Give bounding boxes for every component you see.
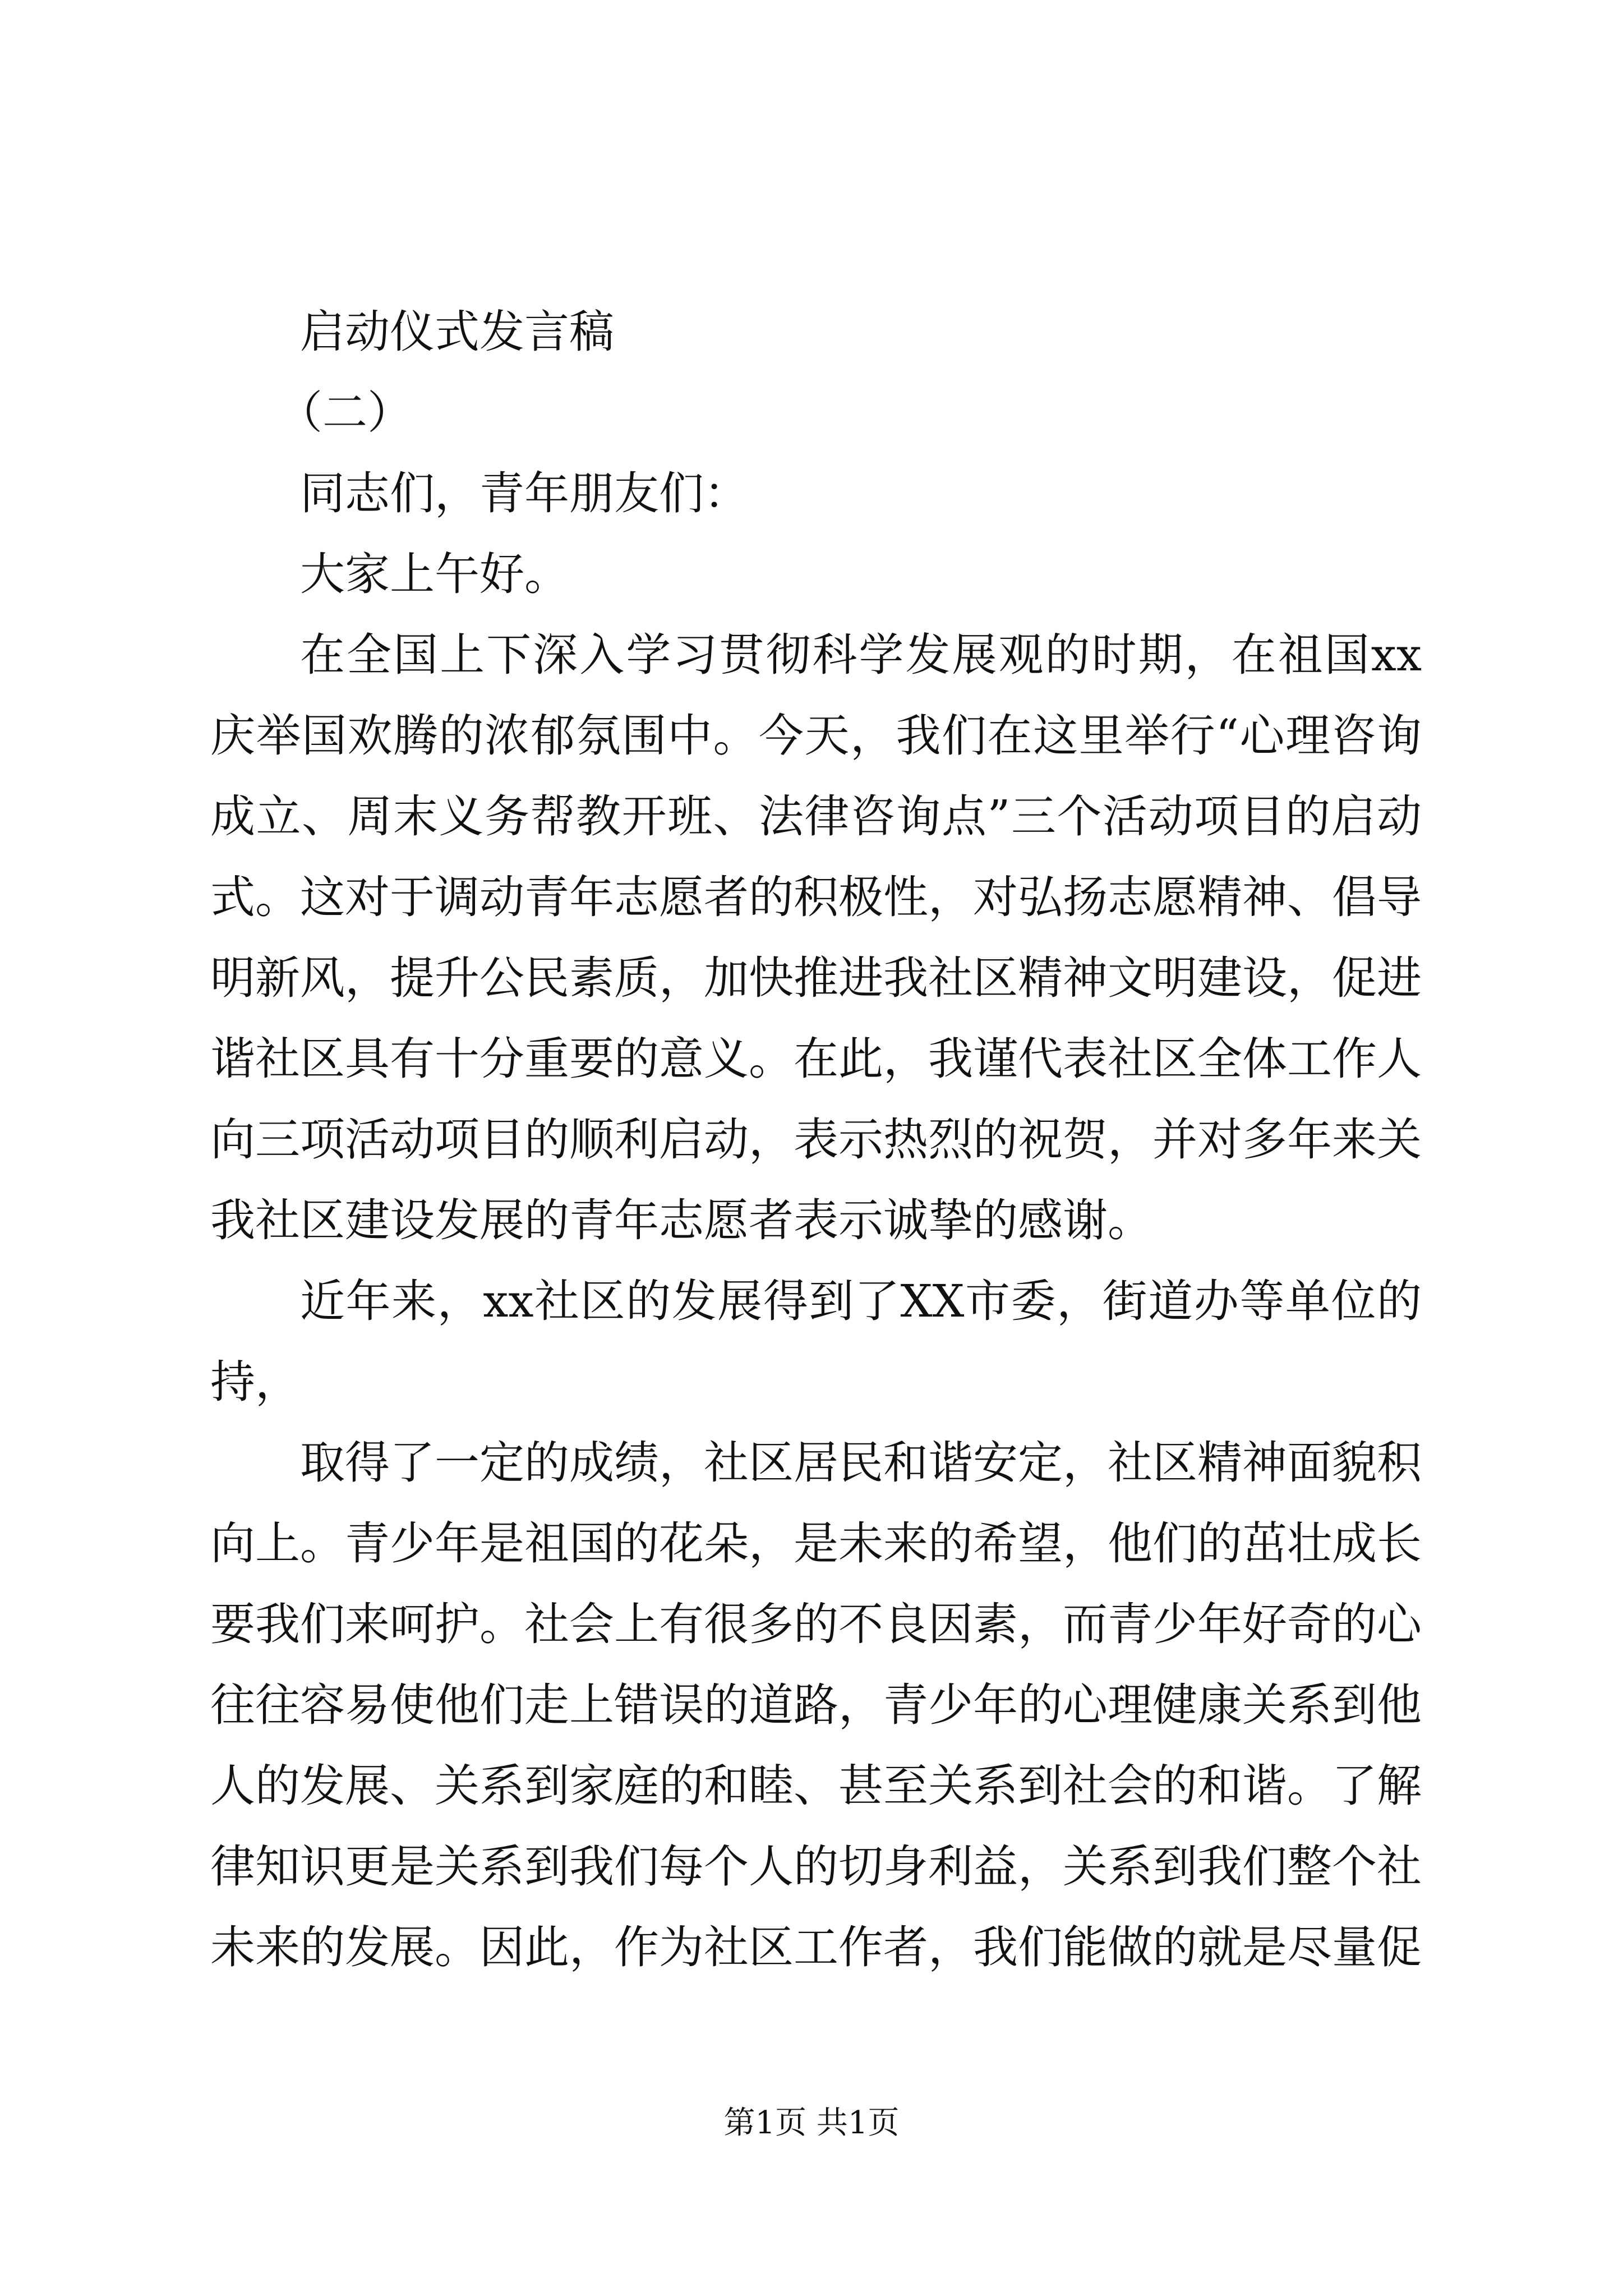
page-number-label: 第1页 共1页 (723, 2105, 900, 2141)
paragraph-3 (210, 1423, 1422, 1988)
paragraph-2 (210, 1261, 1422, 1423)
page-footer (0, 2101, 1623, 2146)
paragraph-line: 近年来，xx社区的发展得到了XX市委，街道办等单位的 (300, 1275, 1422, 1327)
paragraph-line: 谐社区具有十分重要的意义。在此，我谨代表社区全体工作人 (210, 1033, 1422, 1085)
paragraph-line: 人的发展、关系到家庭的和睦、甚至关系到社会的和谐。了解 (210, 1760, 1422, 1812)
document-body (210, 292, 1422, 1988)
paragraph-line: 我社区建设发展的青年志愿者表示诚挚的感谢。 (210, 1194, 1152, 1246)
document-title: 启动仪式发言稿 (300, 306, 614, 358)
document-part-number: （二） (278, 386, 412, 439)
salutation: 同志们，青年朋友们： (300, 467, 749, 519)
paragraph-line: 要我们来呵护。社会上有很多的不良因素，而青少年好奇的心 (210, 1598, 1422, 1650)
paragraph-line: 庆举国欢腾的浓郁氛围中。今天，我们在这里举行“心理咨询 (210, 710, 1422, 762)
paragraph-line: 明新风，提升公民素质，加快推进我社区精神文明建设，促进 (210, 952, 1422, 1004)
paragraph-line: 向三项活动项目的顺利启动，表示热烈的祝贺，并对多年来关 (210, 1114, 1422, 1166)
paragraph-line: 律知识更是关系到我们每个人的切身利益，关系到我们整个社 (210, 1841, 1422, 1893)
paragraph-line: 式。这对于调动青年志愿者的积极性，对弘扬志愿精神、倡导 (210, 871, 1422, 923)
paragraph-line: 往往容易使他们走上错误的道路，青少年的心理健康关系到他 (210, 1679, 1422, 1731)
paragraph-line: 未来的发展。因此，作为社区工作者，我们能做的就是尽量促 (210, 1921, 1422, 1973)
paragraph-line: 向上。青少年是祖国的花朵，是未来的希望，他们的茁壮成长 (210, 1517, 1422, 1570)
greeting: 大家上午好。 (300, 548, 569, 600)
paragraph-1 (210, 615, 1422, 1261)
paragraph-line: 成立、周末义务帮教开班、法律咨询点”三个活动项目的启动 (210, 790, 1422, 843)
paragraph-line: 取得了一定的成绩，社区居民和谐安定，社区精神面貌积 (300, 1437, 1422, 1489)
paragraph-line: 在全国上下深入学习贯彻科学发展观的时期，在祖国xx (300, 629, 1422, 681)
paragraph-line: 持， (210, 1356, 300, 1408)
